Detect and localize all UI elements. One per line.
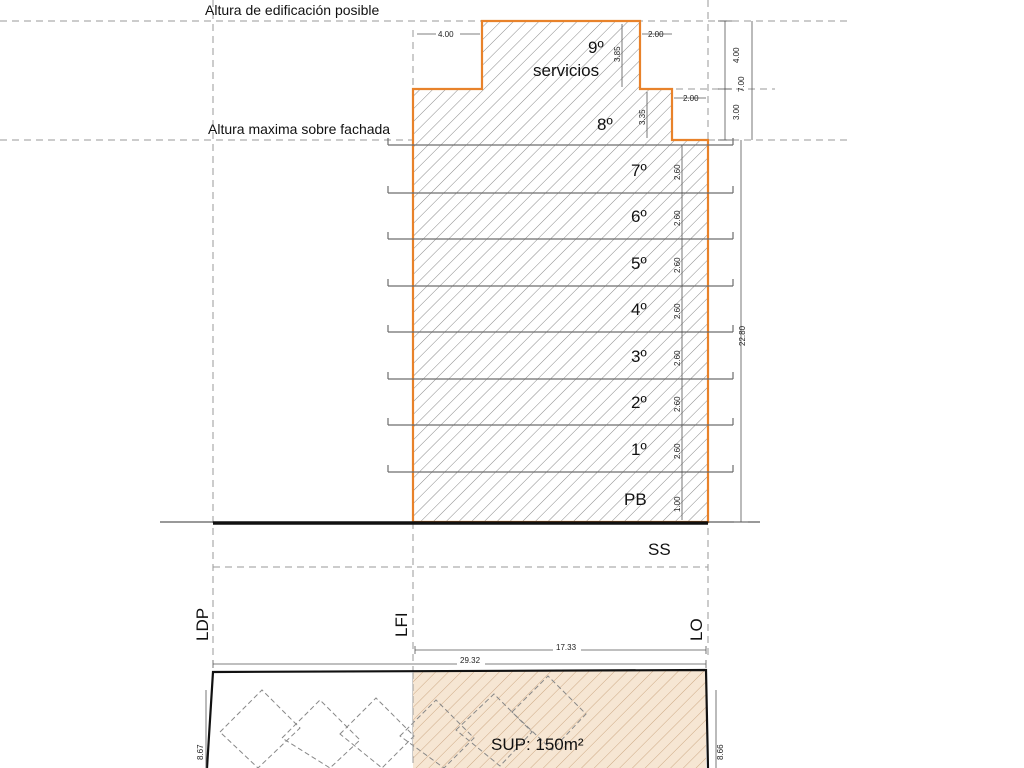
floor-label-9-use: servicios [533, 61, 600, 80]
floor-label-5: 5º [631, 254, 647, 273]
svg-text:2.60: 2.60 [673, 164, 682, 180]
ldp-label: LDP [193, 607, 212, 641]
svg-text:2.60: 2.60 [673, 210, 682, 226]
floor-label-1: 1º [631, 440, 647, 459]
svg-text:2.60: 2.60 [673, 303, 682, 319]
svg-text:1.00: 1.00 [673, 496, 682, 512]
svg-text:29.32: 29.32 [460, 656, 481, 665]
height-dimensions [718, 21, 752, 522]
svg-text:2.60: 2.60 [673, 443, 682, 459]
svg-text:4.00: 4.00 [438, 30, 454, 39]
svg-text:2.00: 2.00 [648, 30, 664, 39]
svg-text:22.80: 22.80 [738, 325, 747, 346]
floor-label-8: 8º [597, 115, 613, 134]
svg-text:7.00: 7.00 [737, 76, 746, 92]
svg-text:2.60: 2.60 [673, 257, 682, 273]
floor-label-2: 2º [631, 393, 647, 412]
floor-label-7: 7º [631, 161, 647, 180]
possible-height-label: Altura de edificación posible [205, 2, 380, 18]
lfi-label: LFI [392, 612, 411, 637]
floor-label-6: 6º [631, 207, 647, 226]
basement-label: SS [648, 540, 671, 559]
lo-label: LO [687, 618, 706, 641]
svg-text:3.85: 3.85 [613, 46, 622, 62]
svg-text:8.66: 8.66 [716, 744, 725, 760]
svg-text:2.60: 2.60 [673, 396, 682, 412]
svg-text:8.67: 8.67 [196, 744, 205, 760]
floor-label-4: 4º [631, 300, 647, 319]
svg-text:4.00: 4.00 [732, 47, 741, 63]
lot-plan [196, 670, 725, 768]
floor-label-9: 9º [588, 38, 604, 57]
svg-text:17.33: 17.33 [556, 643, 577, 652]
plan-dimensions [213, 643, 706, 668]
svg-text:2.60: 2.60 [673, 350, 682, 366]
facade-height-label: Altura maxima sobre fachada [208, 121, 391, 137]
svg-text:2.00: 2.00 [683, 94, 699, 103]
building-envelope [413, 21, 708, 522]
floor-label-pb: PB [624, 490, 647, 509]
svg-text:3.00: 3.00 [732, 104, 741, 120]
svg-text:3.35: 3.35 [638, 109, 647, 125]
floor-label-3: 3º [631, 347, 647, 366]
surface-label: SUP: 150m² [491, 735, 584, 754]
